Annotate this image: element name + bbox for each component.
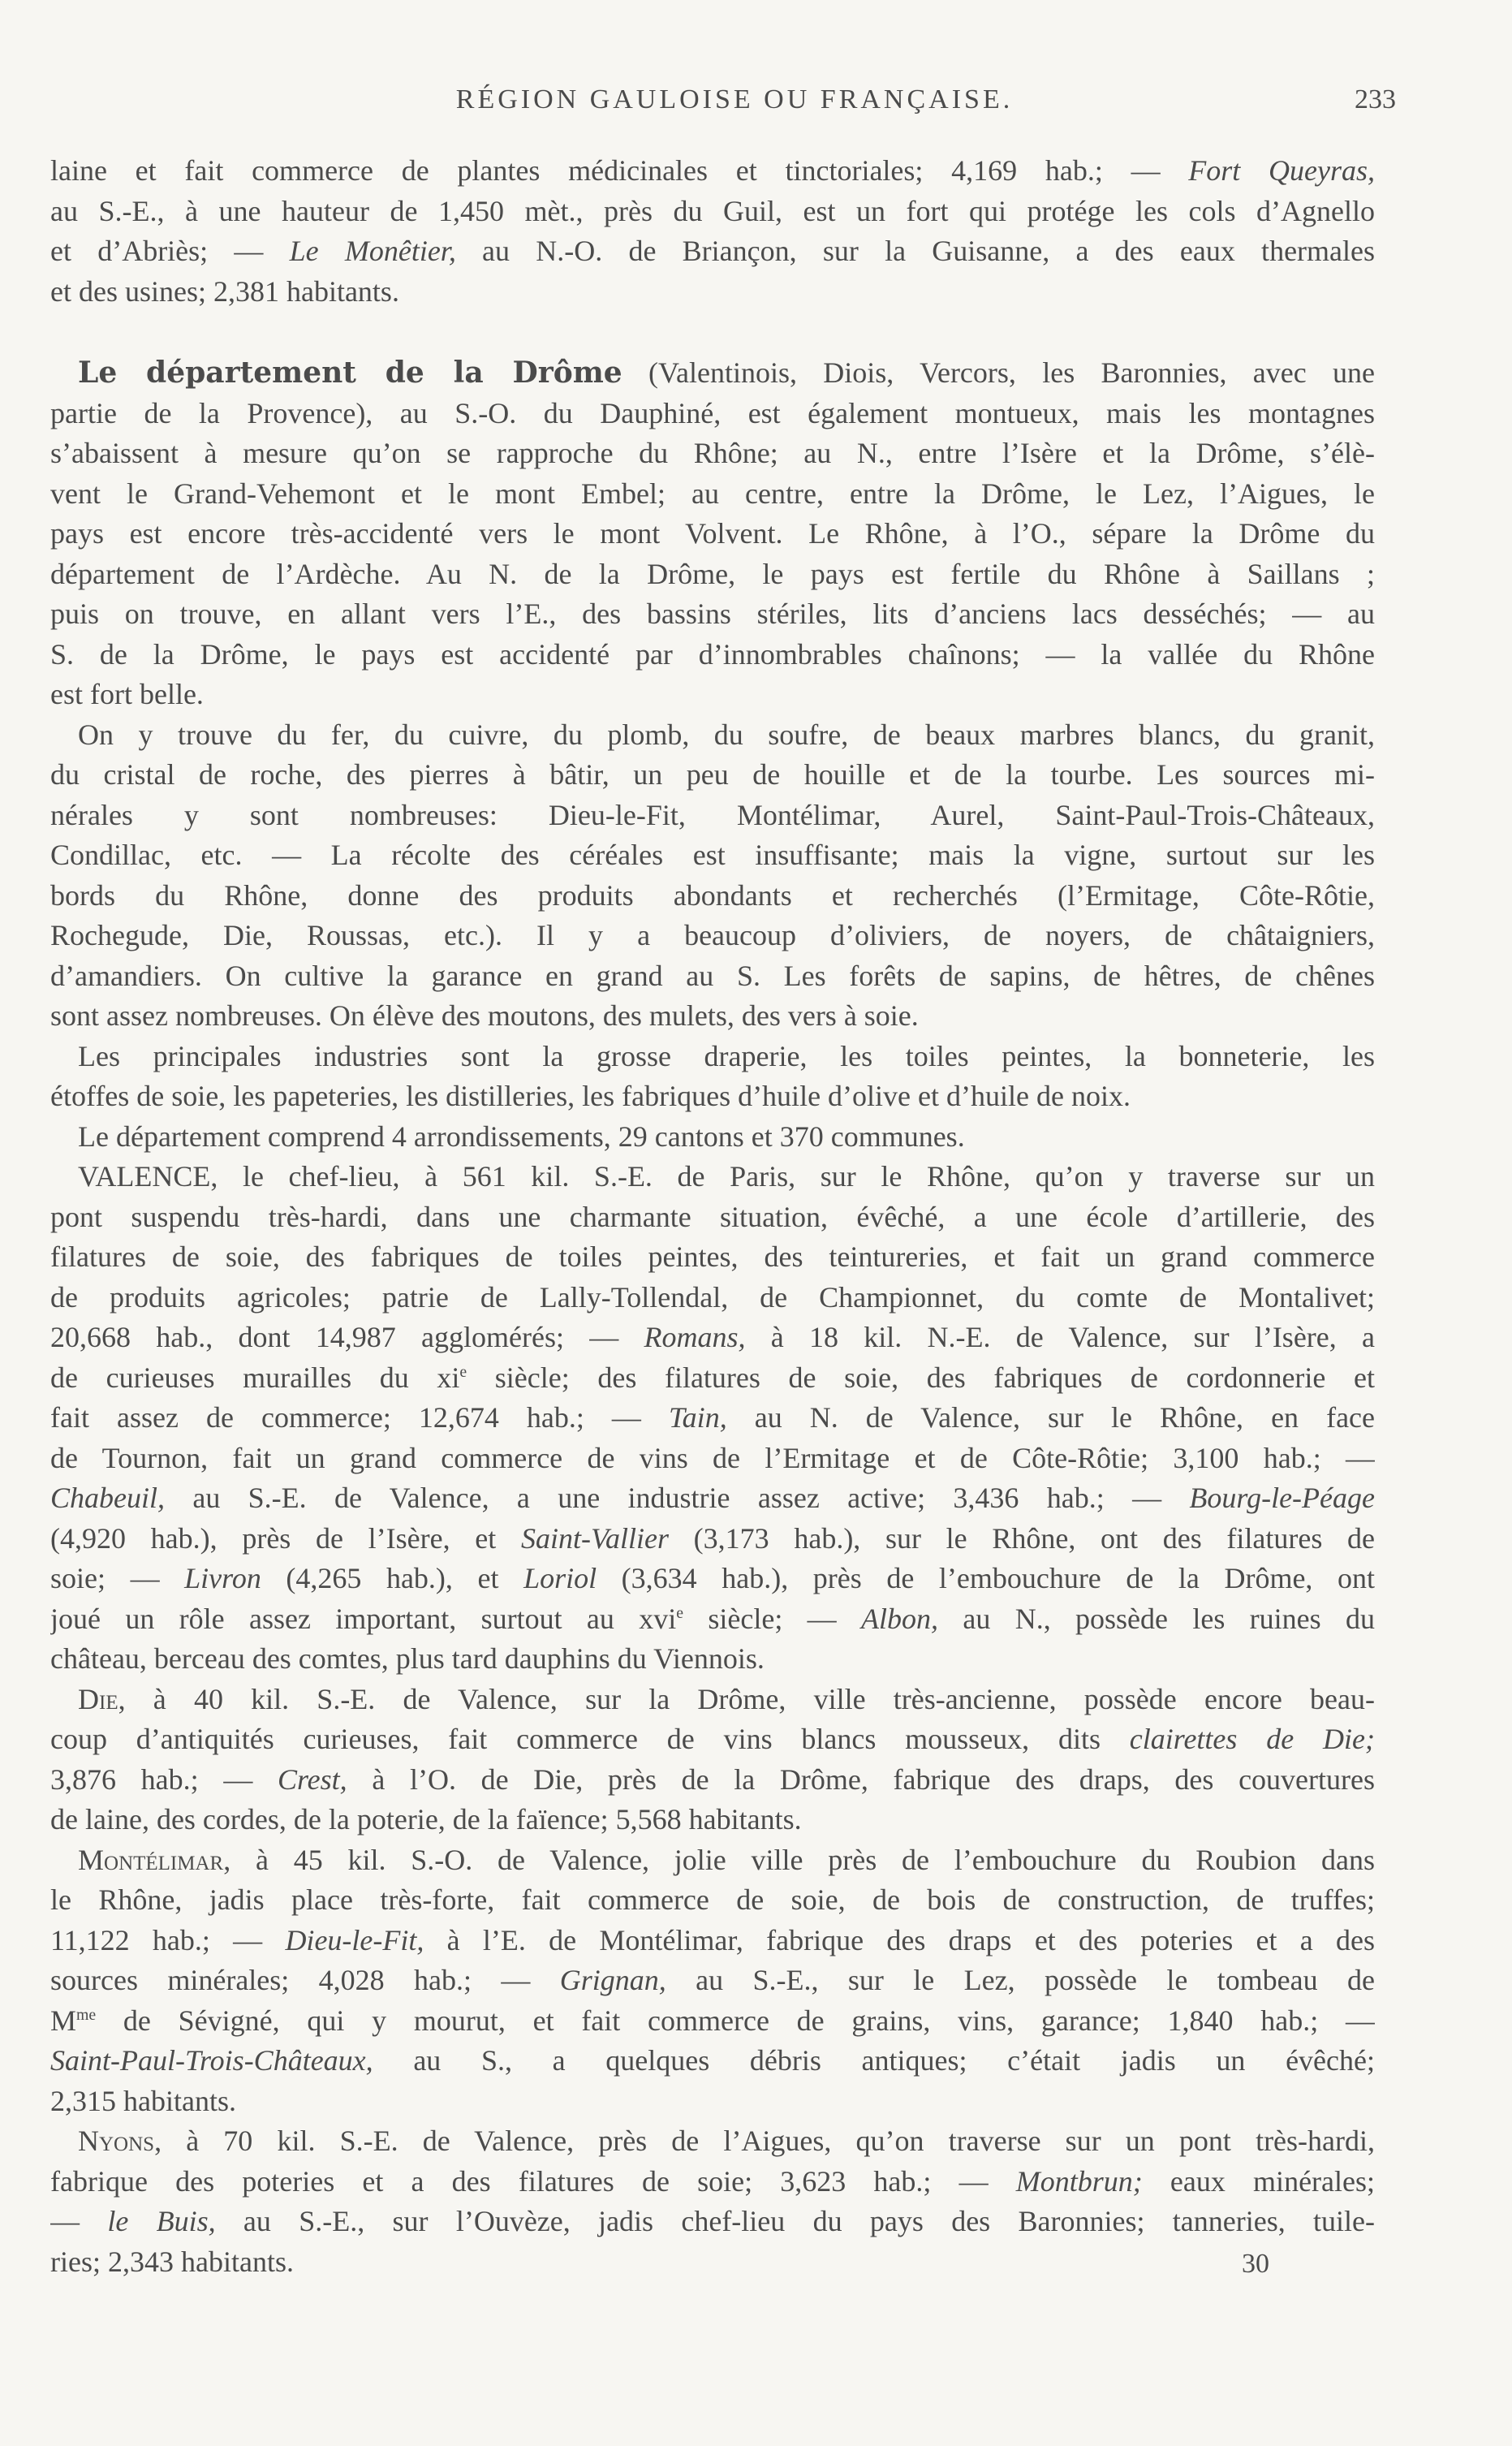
text-line: Montélimar, à 45 kil. S.-O. de Valence, jolie ville près de l’embouchure du Roubion dans: [78, 1843, 1375, 1876]
text-line: laine et fait commerce de plantes médicinales et tinctoriales; 4,169 hab.; — Fort Queyras,: [50, 154, 1375, 187]
text-line: pont suspendu très-hardi, dans une charmante situation, évêché, a une école d’artillerie, des: [50, 1200, 1375, 1233]
text-line: et des usines; 2,381 habitants.: [50, 274, 399, 308]
text-line: Condillac, etc. — La récolte des céréales est insuffisante; mais la vigne, surtout sur les: [50, 839, 1375, 871]
text-line: On y trouve du fer, du cuivre, du plomb, du soufre, de beaux marbres blancs, du granit,: [78, 718, 1375, 751]
text-line: s’abaissent à mesure qu’on se rapproche du Rhône; au N., entre l’Isère et la Drôme, s’élè-: [50, 437, 1375, 469]
text-line: du cristal de roche, des pierres à bâtir, un peu de houille et de la tourbe. Les sources mi-: [50, 758, 1375, 791]
text-line: Die, à 40 kil. S.-E. de Valence, sur la Drôme, ville très-ancienne, possède encore beau-: [78, 1682, 1375, 1715]
text-line: puis on trouve, en allant vers l’E., des bassins stériles, lits d’anciens lacs desséchés; — au: [50, 597, 1375, 630]
text-line: bords du Rhône, donne des produits abondants et recherchés (l’Ermitage, Côte-Rôtie,: [50, 878, 1375, 912]
text-line: (4,920 hab.), près de l’Isère, et Saint-Vallier (3,173 hab.), sur le Rhône, ont des filatures de: [50, 1521, 1375, 1555]
text-line: Le département de la Drôme (Valentinois, Diois, Vercors, les Baronnies, avec une: [78, 356, 1375, 390]
text-line: coup d’antiquités curieuses, fait commerce de vins blancs mousseux, dits clairettes de Die;: [50, 1723, 1375, 1755]
text-line: Rochegude, Die, Roussas, etc.). Il y a beaucoup d’oliviers, de noyers, de châtaigniers,: [50, 919, 1375, 951]
text-line: de Tournon, fait un grand commerce de vins de l’Ermitage et de Côte-Rôtie; 3,100 hab.; —: [50, 1441, 1375, 1474]
paragraph-gap: [50, 312, 1375, 353]
text-line: Les principales industries sont la grosse draperie, les toiles peintes, la bonneterie, les: [78, 1039, 1375, 1072]
text-line: partie de la Provence), au S.-O. du Dauphiné, est également montueux, mais les montagnes: [50, 396, 1375, 429]
text-line: fabrique des poteries et a des filatures de soie; 3,623 hab.; — Montbrun; eaux minérales;: [50, 2164, 1375, 2198]
text-line: de laine, des cordes, de la poterie, de la faïence; 5,568 habitants.: [50, 1803, 802, 1836]
body-text: [50, 151, 1375, 2282]
text-line: soie; — Livron (4,265 hab.), et Loriol (3,634 hab.), près de l’embouchure de la Drôme, ont: [50, 1562, 1375, 1594]
signature-mark: 30: [1242, 2249, 1269, 2279]
text-line: Saint-Paul-Trois-Châteaux, au S., a quelques débris antiques; c’était jadis un évêché;: [50, 2044, 1375, 2077]
text-line: Chabeuil, au S.-E. de Valence, a une industrie assez active; 3,436 hab.; — Bourg-le-Péage: [50, 1482, 1375, 1514]
text-line: Nyons, à 70 kil. S.-E. de Valence, près de l’Aigues, qu’on traverse sur un pont très-hardi,: [78, 2125, 1375, 2157]
text-line: de curieuses murailles du $xi^e$ siècle; des filatures de soie, des fabriques de cordonnerie et: [50, 1361, 1375, 1394]
text-line: filatures de soie, des fabriques de toiles peintes, des teintureries, et fait un grand commerce: [50, 1240, 1375, 1273]
text-line: Le département comprend 4 arrondissements, 29 cantons et 370 communes.: [78, 1119, 965, 1153]
text-line: sont assez nombreuses. On élève des moutons, des mulets, des vers à soie.: [50, 999, 919, 1032]
text-line: 2,315 habitants.: [50, 2084, 236, 2117]
text-line: nérales y sont nombreuses: Dieu-le-Fit, Montélimar, Aurel, Saint-Paul-Trois-Châteaux,: [50, 798, 1375, 831]
text-line: le Rhône, jadis place très-forte, fait commerce de soie, de bois de construction, de truffes;: [50, 1883, 1375, 1916]
text-line: fait assez de commerce; 12,674 hab.; — Tain, au N. de Valence, sur le Rhône, en face: [50, 1401, 1375, 1434]
text-line: 3,876 hab.; — Crest, à l’O. de Die, près de la Drôme, fabrique des draps, des couvertures: [50, 1762, 1375, 1796]
page-number: 233: [1355, 84, 1396, 114]
text-line: VALENCE, le chef-lieu, à 561 kil. S.-E. de Paris, sur le Rhône, qu’on y traverse sur un: [78, 1160, 1375, 1193]
text-line: joué un rôle assez important, surtout au xvi$^e$ siècle; — Albon, au N., possède les ruines du: [50, 1602, 1375, 1635]
text-line: étoffes de soie, les papeteries, les distilleries, les fabriques d’huile d’olive et d’huile de noix.: [50, 1080, 1131, 1112]
text-line: S. de la Drôme, le pays est accidenté par d’innombrables chaînons; — la vallée du Rhône: [50, 637, 1375, 671]
text-line: — le Buis, au S.-E., sur l’Ouvèze, jadis chef-lieu du pays des Baronnies; tanneries, tuile-: [50, 2205, 1375, 2237]
text-line: vent le Grand-Vehemont et le mont Embel; au centre, entre la Drôme, le Lez, l’Aigues, le: [50, 477, 1375, 510]
text-line: 20,668 hab., dont 14,987 agglomérés; — Romans, à 18 kil. N.-E. de Valence, sur l’Isère, a: [50, 1321, 1375, 1353]
text-line: de produits agricoles; patrie de Lally-Tollendal, de Championnet, du comte de Montalivet;: [50, 1280, 1375, 1314]
page-header: [73, 84, 1396, 117]
text-line: sources minérales; 4,028 hab.; — Grignan, au S.-E., sur le Lez, possède le tombeau de: [50, 1964, 1375, 1996]
text-line: d’amandiers. On cultive la garance en grand au S. Les forêts de sapins, de hêtres, de chênes: [50, 959, 1375, 992]
text-line: au S.-E., à une hauteur de 1,450 mèt., près du Guil, est un fort qui protége les cols d’Agnello: [50, 194, 1375, 227]
text-line: est fort belle.: [50, 678, 204, 710]
text-line: $M^{me}$ de Sévigné, qui y mourut, et fait commerce de grains, vins, garance; 1,840 hab.; —: [50, 2004, 1375, 2037]
text-line: et d’Abriès; — Le Monêtier, au N.-O. de Briançon, sur la Guisanne, a des eaux thermales: [50, 235, 1375, 267]
text-line: département de l’Ardèche. Au N. de la Drôme, le pays est fertile du Rhône à Saillans ;: [50, 557, 1375, 590]
text-line: ries; 2,343 habitants.: [50, 2245, 294, 2278]
running-title: RÉGION GAULOISE OU FRANÇAISE.: [455, 84, 1014, 114]
text-line: pays est encore très-accidenté vers le mont Volvent. Le Rhône, à l’O., sépare la Drôme du: [50, 517, 1375, 550]
text-line: château, berceau des comtes, plus tard dauphins du Viennois.: [50, 1642, 765, 1675]
text-line: 11,122 hab.; — Dieu-le-Fit, à l’E. de Montélimar, fabrique des draps et des poteries et a des: [50, 1923, 1375, 1956]
